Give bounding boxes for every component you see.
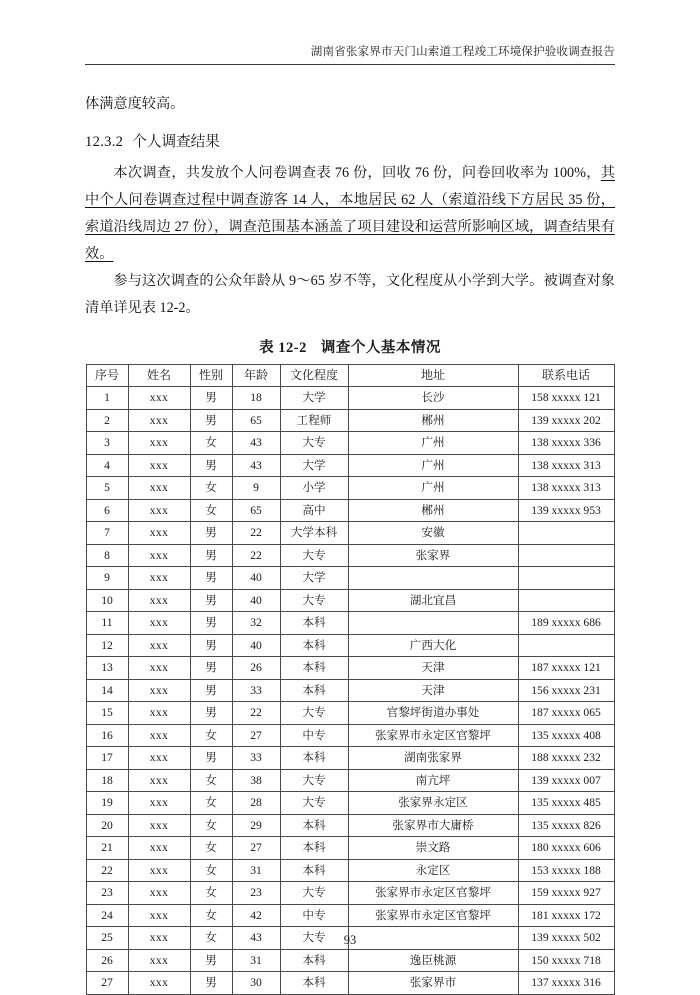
table-row [86,882,614,905]
cell-education: 大学 [280,387,348,410]
section-heading [85,129,615,155]
cell-address: 张家界市永定区官黎坪 [348,904,518,927]
cell-index: 20 [86,814,128,837]
cell-address: 逸臣桃源 [348,949,518,972]
cell-address: 湖北宜昌 [348,589,518,612]
cell-education: 本科 [280,859,348,882]
cell-education: 工程师 [280,409,348,432]
table-row [86,657,614,680]
cell-phone: 158 xxxxx 121 [518,387,614,410]
cell-gender: 女 [190,927,232,950]
cell-name: xxx [128,814,190,837]
table-row [86,724,614,747]
cell-name: xxx [128,972,190,995]
table-caption-label: 表 12-2 [259,339,307,356]
section-title: 个人调查结果 [132,133,220,150]
cell-age: 43 [232,454,280,477]
cell-phone [518,589,614,612]
cell-age: 32 [232,612,280,635]
paragraph-underlined-part: 其中个人问卷调查过程中调查游客 14 人，本地居民 62 人（索道沿线下方居民 35 份，索道沿线周边 27 份），调查范围基本涵盖了项目建设和运营所影响区域，调查结果有效。 [85,164,615,262]
paragraph-plain-part: 本次调查，共发放个人问卷调查表 76 份，回收 76 份，问卷回收率为 100%， [113,164,601,181]
table-header-row [86,364,614,387]
cell-gender: 女 [190,837,232,860]
column-header-phone: 联系电话 [518,364,614,387]
cell-phone: 135 xxxxx 485 [518,792,614,815]
cell-education: 本科 [280,679,348,702]
table-row [86,499,614,522]
cell-gender: 男 [190,679,232,702]
cell-education: 大专 [280,792,348,815]
lead-fragment: 体满意度较高。 [85,95,185,112]
cell-phone: 159 xxxxx 927 [518,882,614,905]
cell-gender: 男 [190,657,232,680]
column-header-index: 序号 [86,364,128,387]
cell-address: 天津 [348,679,518,702]
cell-address: 张家界市永定区官黎坪 [348,724,518,747]
paragraph-demographics: 参与这次调查的公众年龄从 9～65 岁不等，文化程度从小学到大学。被调查对象清单详见表 12-2。 [85,272,615,316]
cell-name: xxx [128,409,190,432]
cell-education: 大专 [280,882,348,905]
cell-name: xxx [128,634,190,657]
cell-age: 65 [232,409,280,432]
cell-index: 9 [86,567,128,590]
cell-address: 郴州 [348,499,518,522]
cell-address: 张家界 [348,544,518,567]
table-row [86,522,614,545]
cell-phone: 189 xxxxx 686 [518,612,614,635]
survey-table-head [86,364,614,387]
cell-name: xxx [128,949,190,972]
table-row [86,567,614,590]
cell-address: 张家界永定区 [348,792,518,815]
cell-index: 21 [86,837,128,860]
cell-address: 张家界市 [348,972,518,995]
cell-age: 23 [232,882,280,905]
cell-phone [518,634,614,657]
cell-index: 24 [86,904,128,927]
table-row [86,409,614,432]
cell-address: 张家界市大庸桥 [348,814,518,837]
column-header-address: 地址 [348,364,518,387]
cell-address: 郴州 [348,409,518,432]
cell-education: 大学本科 [280,522,348,545]
cell-education: 大专 [280,702,348,725]
header-divider [85,64,615,65]
cell-index: 12 [86,634,128,657]
cell-name: xxx [128,567,190,590]
cell-education: 本科 [280,972,348,995]
table-row [86,904,614,927]
cell-phone: 135 xxxxx 826 [518,814,614,837]
cell-name: xxx [128,859,190,882]
cell-name: xxx [128,927,190,950]
table-row [86,634,614,657]
table-row [86,972,614,995]
cell-education: 本科 [280,747,348,770]
cell-index: 23 [86,882,128,905]
cell-name: xxx [128,612,190,635]
table-caption-title: 调查个人基本情况 [320,339,441,356]
table-row [86,814,614,837]
survey-table-body [86,387,614,995]
cell-gender: 男 [190,972,232,995]
cell-index: 18 [86,769,128,792]
cell-address: 天津 [348,657,518,680]
cell-age: 26 [232,657,280,680]
cell-gender: 男 [190,409,232,432]
cell-index: 5 [86,477,128,500]
cell-index: 8 [86,544,128,567]
cell-address: 广州 [348,454,518,477]
column-header-education: 文化程度 [280,364,348,387]
cell-age: 9 [232,477,280,500]
cell-address: 湖南张家界 [348,747,518,770]
cell-phone: 139 xxxxx 202 [518,409,614,432]
cell-education: 小学 [280,477,348,500]
cell-index: 6 [86,499,128,522]
cell-education: 本科 [280,612,348,635]
cell-gender: 女 [190,859,232,882]
cell-phone [518,544,614,567]
cell-name: xxx [128,837,190,860]
cell-name: xxx [128,454,190,477]
cell-education: 高中 [280,499,348,522]
cell-name: xxx [128,724,190,747]
cell-phone: 139 xxxxx 953 [518,499,614,522]
cell-phone: 139 xxxxx 502 [518,927,614,950]
cell-gender: 男 [190,567,232,590]
cell-name: xxx [128,747,190,770]
table-row [86,949,614,972]
running-header-title: 湖南省张家界市天门山索道工程竣工环境保护验收调查报告 [310,46,615,58]
cell-education: 本科 [280,814,348,837]
cell-name: xxx [128,522,190,545]
table-row [86,792,614,815]
cell-index: 3 [86,432,128,455]
cell-address: 官黎坪街道办事处 [348,702,518,725]
cell-gender: 男 [190,702,232,725]
cell-age: 30 [232,972,280,995]
cell-phone: 187 xxxxx 065 [518,702,614,725]
cell-education: 本科 [280,634,348,657]
cell-age: 43 [232,432,280,455]
cell-gender: 男 [190,612,232,635]
cell-address: 南亢坪 [348,769,518,792]
cell-index: 25 [86,927,128,950]
cell-gender: 男 [190,634,232,657]
cell-phone: 138 xxxxx 336 [518,432,614,455]
cell-education: 中专 [280,904,348,927]
cell-address: 长沙 [348,387,518,410]
cell-gender: 女 [190,432,232,455]
table-row [86,769,614,792]
cell-index: 1 [86,387,128,410]
cell-age: 40 [232,589,280,612]
cell-gender: 女 [190,769,232,792]
table-row [86,679,614,702]
cell-age: 42 [232,904,280,927]
table-row [86,702,614,725]
cell-name: xxx [128,387,190,410]
cell-address: 广西大化 [348,634,518,657]
cell-name: xxx [128,432,190,455]
cell-education: 大学 [280,567,348,590]
cell-education: 大专 [280,769,348,792]
cell-address [348,612,518,635]
cell-phone: 138 xxxxx 313 [518,454,614,477]
cell-age: 33 [232,679,280,702]
cell-phone: 135 xxxxx 408 [518,724,614,747]
cell-index: 26 [86,949,128,972]
table-row [86,454,614,477]
table-row [86,589,614,612]
cell-phone: 180 xxxxx 606 [518,837,614,860]
cell-gender: 女 [190,724,232,747]
cell-index: 17 [86,747,128,770]
cell-gender: 男 [190,544,232,567]
cell-age: 22 [232,522,280,545]
cell-index: 2 [86,409,128,432]
cell-name: xxx [128,477,190,500]
cell-age: 22 [232,544,280,567]
cell-address: 崇文路 [348,837,518,860]
table-row [86,837,614,860]
cell-gender: 男 [190,522,232,545]
cell-name: xxx [128,589,190,612]
cell-name: xxx [128,702,190,725]
cell-address: 广州 [348,432,518,455]
cell-index: 11 [86,612,128,635]
cell-phone: 138 xxxxx 313 [518,477,614,500]
cell-education: 大专 [280,432,348,455]
cell-index: 22 [86,859,128,882]
cell-name: xxx [128,792,190,815]
cell-gender: 男 [190,387,232,410]
column-header-gender: 性别 [190,364,232,387]
cell-name: xxx [128,679,190,702]
cell-education: 大专 [280,589,348,612]
cell-phone: 188 xxxxx 232 [518,747,614,770]
cell-address: 安徽 [348,522,518,545]
cell-age: 31 [232,949,280,972]
cell-age: 43 [232,927,280,950]
cell-gender: 男 [190,747,232,770]
cell-index: 27 [86,972,128,995]
survey-table [86,364,615,995]
cell-index: 16 [86,724,128,747]
paragraph-survey-stats [85,160,615,268]
cell-phone: 139 xxxxx 007 [518,769,614,792]
table-caption [85,336,615,357]
cell-phone: 137 xxxxx 316 [518,972,614,995]
cell-name: xxx [128,904,190,927]
page-number: 93 [343,933,357,947]
cell-index: 14 [86,679,128,702]
cell-name: xxx [128,882,190,905]
cell-phone: 181 xxxxx 172 [518,904,614,927]
cell-education: 本科 [280,837,348,860]
cell-index: 13 [86,657,128,680]
cell-age: 33 [232,747,280,770]
cell-education: 本科 [280,657,348,680]
cell-gender: 女 [190,499,232,522]
cell-age: 40 [232,634,280,657]
cell-gender: 男 [190,589,232,612]
cell-address: 广州 [348,477,518,500]
cell-education: 大专 [280,927,348,950]
cell-education: 大学 [280,454,348,477]
column-header-name: 姓名 [128,364,190,387]
table-row [86,544,614,567]
cell-address [348,567,518,590]
cell-phone: 156 xxxxx 231 [518,679,614,702]
cell-age: 27 [232,837,280,860]
section-number: 12.3.2 [85,133,124,150]
cell-name: xxx [128,769,190,792]
cell-gender: 女 [190,477,232,500]
cell-gender: 男 [190,949,232,972]
cell-phone: 153 xxxxx 188 [518,859,614,882]
cell-index: 10 [86,589,128,612]
table-row [86,477,614,500]
cell-gender: 女 [190,904,232,927]
cell-address: 张家界市永定区官黎坪 [348,882,518,905]
cell-education: 中专 [280,724,348,747]
cell-index: 15 [86,702,128,725]
cell-age: 40 [232,567,280,590]
cell-age: 38 [232,769,280,792]
cell-gender: 女 [190,792,232,815]
cell-gender: 男 [190,454,232,477]
table-row [86,747,614,770]
cell-name: xxx [128,544,190,567]
cell-index: 4 [86,454,128,477]
table-row [86,432,614,455]
cell-age: 27 [232,724,280,747]
cell-gender: 女 [190,882,232,905]
cell-age: 22 [232,702,280,725]
cell-age: 65 [232,499,280,522]
cell-phone [518,567,614,590]
cell-phone: 187 xxxxx 121 [518,657,614,680]
cell-education: 大专 [280,544,348,567]
cell-index: 7 [86,522,128,545]
column-header-age: 年龄 [232,364,280,387]
cell-phone [518,522,614,545]
cell-index: 19 [86,792,128,815]
table-row [86,387,614,410]
cell-education: 本科 [280,949,348,972]
running-header [85,0,615,60]
table-row [86,612,614,635]
cell-age: 18 [232,387,280,410]
cell-gender: 女 [190,814,232,837]
cell-name: xxx [128,499,190,522]
table-row [86,859,614,882]
cell-address: 永定区 [348,859,518,882]
body-content [85,73,615,322]
cell-age: 29 [232,814,280,837]
cell-age: 28 [232,792,280,815]
cell-name: xxx [128,657,190,680]
cell-age: 31 [232,859,280,882]
cell-phone: 150 xxxxx 718 [518,949,614,972]
